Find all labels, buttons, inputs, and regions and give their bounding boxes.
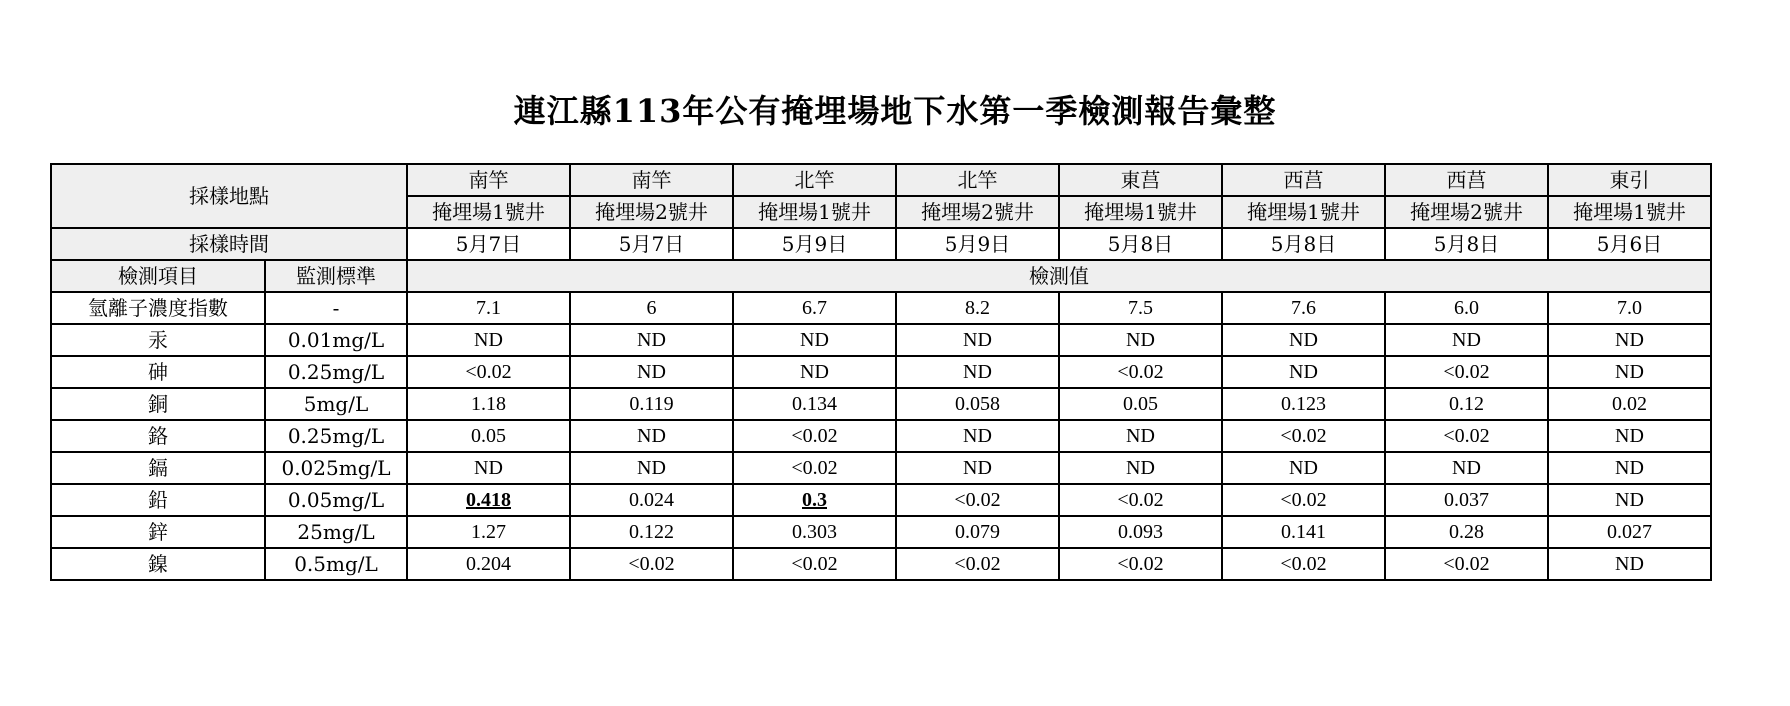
value-cell: <0.02 xyxy=(733,420,896,452)
value-cell xyxy=(733,484,896,516)
standard-cell: 25mg/L xyxy=(265,516,407,548)
value-cell: 0.141 xyxy=(1222,516,1385,548)
table-row xyxy=(51,548,1711,580)
value-cell: 0.05 xyxy=(407,420,570,452)
value-label: 檢測值 xyxy=(407,260,1711,292)
standard-cell: 5mg/L xyxy=(265,388,407,420)
site-area-cell: 南竿 xyxy=(570,164,733,196)
value-cell: ND xyxy=(570,452,733,484)
time-label: 採樣時間 xyxy=(51,228,407,260)
value-cell: ND xyxy=(407,324,570,356)
standard-cell: 0.25mg/L xyxy=(265,356,407,388)
site-well-cell: 掩埋場1號井 xyxy=(733,196,896,228)
sampling-date-cell: 5月8日 xyxy=(1222,228,1385,260)
value-cell: <0.02 xyxy=(1385,548,1548,580)
value-cell: ND xyxy=(1548,548,1711,580)
site-area-cell: 東引 xyxy=(1548,164,1711,196)
table-row xyxy=(51,388,1711,420)
item-cell: 鋅 xyxy=(51,516,265,548)
value-cell: 7.6 xyxy=(1222,292,1385,324)
item-label: 檢測項目 xyxy=(51,260,265,292)
value-cell: ND xyxy=(1548,420,1711,452)
site-area-row xyxy=(51,164,1711,196)
value-cell: 0.027 xyxy=(1548,516,1711,548)
value-cell: <0.02 xyxy=(1385,420,1548,452)
sampling-date-row xyxy=(51,228,1711,260)
value-cell: 0.024 xyxy=(570,484,733,516)
sampling-date-cell: 5月6日 xyxy=(1548,228,1711,260)
value-cell: 0.093 xyxy=(1059,516,1222,548)
site-well-cell: 掩埋場1號井 xyxy=(1222,196,1385,228)
sampling-date-cell: 5月9日 xyxy=(733,228,896,260)
site-well-cell: 掩埋場2號井 xyxy=(896,196,1059,228)
value-cell: <0.02 xyxy=(1059,548,1222,580)
value-cell: 0.28 xyxy=(1385,516,1548,548)
value-cell: ND xyxy=(896,324,1059,356)
exceeded-value: 0.3 xyxy=(802,489,827,511)
sampling-date-cell: 5月8日 xyxy=(1385,228,1548,260)
site-area-cell: 南竿 xyxy=(407,164,570,196)
value-cell: <0.02 xyxy=(733,548,896,580)
value-cell: 0.204 xyxy=(407,548,570,580)
value-cell: ND xyxy=(733,324,896,356)
standard-cell: 0.5mg/L xyxy=(265,548,407,580)
sampling-date-cell: 5月8日 xyxy=(1059,228,1222,260)
value-cell xyxy=(407,484,570,516)
table-row xyxy=(51,356,1711,388)
value-cell: ND xyxy=(1385,324,1548,356)
value-cell: ND xyxy=(570,420,733,452)
value-cell: ND xyxy=(1548,452,1711,484)
site-well-cell: 掩埋場1號井 xyxy=(1059,196,1222,228)
value-cell: ND xyxy=(1385,452,1548,484)
site-well-cell: 掩埋場1號井 xyxy=(1548,196,1711,228)
item-cell: 鎘 xyxy=(51,452,265,484)
standard-cell: - xyxy=(265,292,407,324)
standard-cell: 0.01mg/L xyxy=(265,324,407,356)
site-area-cell: 北竿 xyxy=(896,164,1059,196)
standard-cell: 0.025mg/L xyxy=(265,452,407,484)
site-area-cell: 北竿 xyxy=(733,164,896,196)
value-cell: ND xyxy=(570,356,733,388)
value-cell: 0.079 xyxy=(896,516,1059,548)
value-cell: <0.02 xyxy=(1059,356,1222,388)
value-cell: ND xyxy=(1548,356,1711,388)
value-cell: ND xyxy=(1059,324,1222,356)
value-cell: <0.02 xyxy=(407,356,570,388)
table-row xyxy=(51,452,1711,484)
report-table xyxy=(50,163,1712,581)
standard-cell: 0.25mg/L xyxy=(265,420,407,452)
value-cell: 6 xyxy=(570,292,733,324)
value-cell: ND xyxy=(1222,324,1385,356)
value-cell: 1.18 xyxy=(407,388,570,420)
value-cell: 8.2 xyxy=(896,292,1059,324)
value-cell: 0.119 xyxy=(570,388,733,420)
table-row xyxy=(51,324,1711,356)
value-cell: 0.122 xyxy=(570,516,733,548)
value-cell: ND xyxy=(733,356,896,388)
item-cell: 砷 xyxy=(51,356,265,388)
site-label: 採樣地點 xyxy=(51,164,407,228)
item-cell: 銅 xyxy=(51,388,265,420)
site-well-cell: 掩埋場2號井 xyxy=(1385,196,1548,228)
item-cell: 氫離子濃度指數 xyxy=(51,292,265,324)
standard-label: 監測標準 xyxy=(265,260,407,292)
sampling-date-cell: 5月7日 xyxy=(570,228,733,260)
value-cell: ND xyxy=(1548,484,1711,516)
value-cell: 6.0 xyxy=(1385,292,1548,324)
value-cell: 0.134 xyxy=(733,388,896,420)
value-cell: 6.7 xyxy=(733,292,896,324)
value-cell: <0.02 xyxy=(1059,484,1222,516)
value-cell: ND xyxy=(407,452,570,484)
value-cell: ND xyxy=(896,452,1059,484)
value-cell: ND xyxy=(1548,324,1711,356)
value-cell: ND xyxy=(1059,452,1222,484)
table-row xyxy=(51,516,1711,548)
value-cell: <0.02 xyxy=(1222,548,1385,580)
exceeded-value: 0.418 xyxy=(466,489,511,511)
value-cell: ND xyxy=(1222,452,1385,484)
table-row xyxy=(51,484,1711,516)
value-cell: 0.12 xyxy=(1385,388,1548,420)
sampling-date-cell: 5月7日 xyxy=(407,228,570,260)
value-cell: ND xyxy=(570,324,733,356)
site-well-cell: 掩埋場1號井 xyxy=(407,196,570,228)
value-cell: <0.02 xyxy=(896,548,1059,580)
value-cell: 0.058 xyxy=(896,388,1059,420)
value-cell: 0.05 xyxy=(1059,388,1222,420)
table-row xyxy=(51,292,1711,324)
value-cell: <0.02 xyxy=(896,484,1059,516)
value-cell: 7.1 xyxy=(407,292,570,324)
value-cell: <0.02 xyxy=(733,452,896,484)
value-cell: ND xyxy=(1059,420,1222,452)
value-cell: ND xyxy=(1222,356,1385,388)
site-area-cell: 東莒 xyxy=(1059,164,1222,196)
value-cell: <0.02 xyxy=(570,548,733,580)
value-cell: 1.27 xyxy=(407,516,570,548)
site-area-cell: 西莒 xyxy=(1222,164,1385,196)
site-well-cell: 掩埋場2號井 xyxy=(570,196,733,228)
value-cell: 7.5 xyxy=(1059,292,1222,324)
value-cell: 7.0 xyxy=(1548,292,1711,324)
site-area-cell: 西莒 xyxy=(1385,164,1548,196)
sampling-date-cell: 5月9日 xyxy=(896,228,1059,260)
value-cell: 0.303 xyxy=(733,516,896,548)
value-cell: 0.123 xyxy=(1222,388,1385,420)
value-cell: 0.02 xyxy=(1548,388,1711,420)
table-row xyxy=(51,420,1711,452)
value-cell: <0.02 xyxy=(1222,420,1385,452)
value-cell: ND xyxy=(896,356,1059,388)
item-cell: 汞 xyxy=(51,324,265,356)
value-cell: <0.02 xyxy=(1385,356,1548,388)
column-header-row xyxy=(51,260,1711,292)
item-cell: 鉛 xyxy=(51,484,265,516)
value-cell: <0.02 xyxy=(1222,484,1385,516)
item-cell: 鉻 xyxy=(51,420,265,452)
item-cell: 鎳 xyxy=(51,548,265,580)
value-cell: ND xyxy=(896,420,1059,452)
value-cell: 0.037 xyxy=(1385,484,1548,516)
standard-cell: 0.05mg/L xyxy=(265,484,407,516)
report-title: 連江縣113年公有掩埋場地下水第一季檢測報告彙整 xyxy=(513,92,1277,130)
